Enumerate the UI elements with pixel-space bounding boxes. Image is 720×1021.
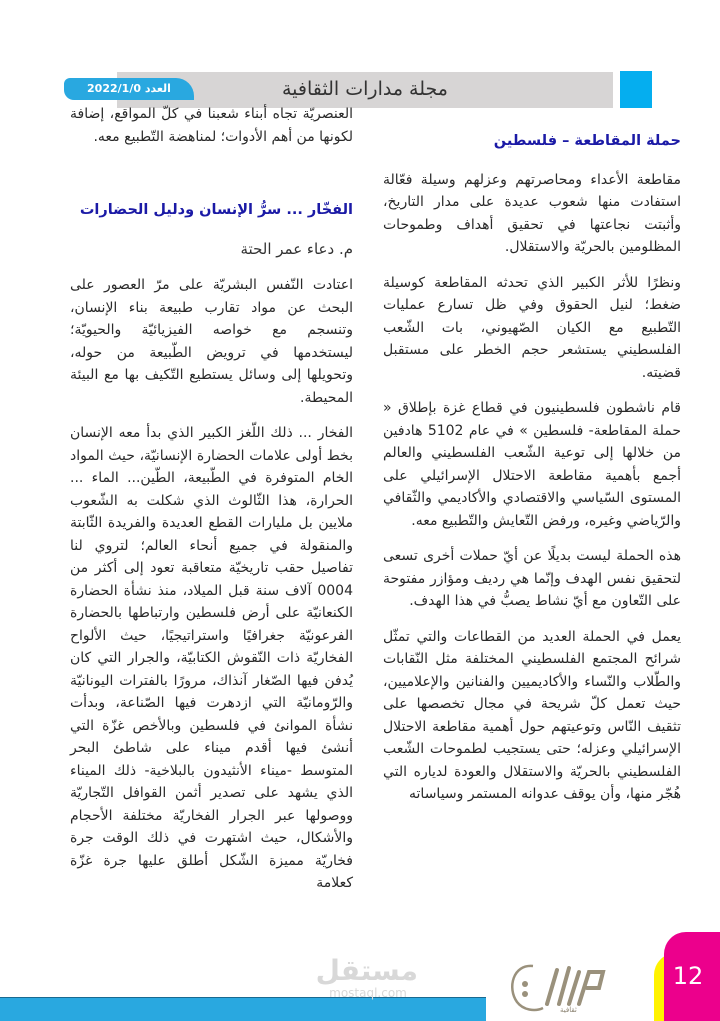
paragraph: يعمل في الحملة العديد من القطاعات والتي تمثّل شرائح المجتمع الفلسطيني المختلفة مثل النّقابات والطّلاب والنّساء والأكاديميين والفنانين والإعلاميين، حيث تعمل كلّ شريحة في مجال تخصصها على تثقيف النّاس وتوعيتهم حول أهمية مقاطعة الاحتلال الإسرائيلي وعزله؛ حتى يستجيب لطموحات الشّعب الفلسطيني بالحريّة والاستقلال والعودة لدياره التي هُجّر منها، وأن يوقف عدوانه المستمر وسياساته xyxy=(383,628,681,802)
watermark-arabic: مستقل xyxy=(315,954,418,987)
footer-blue-bar xyxy=(0,997,486,1021)
header-accent-square xyxy=(620,71,652,108)
left-column xyxy=(70,103,353,908)
paragraph: ونظرًا للأثر الكبير الذي تحدثه المقاطعة كوسيلة ضغط؛ لنيل الحقوق وفي ظل تسارع عمليات التّطبيع مع الكيان الصّهيوني، بات الشّعب الفلسطيني يستشعر حجم الخطر على مستقبل قضيته. xyxy=(383,274,681,381)
article-heading-pottery: الفخّار ... سرُّ الإنسان ودليل الحضارات xyxy=(79,202,353,218)
watermark xyxy=(315,954,418,1000)
author-name: م. دعاء عمر الحتة xyxy=(240,239,353,258)
article-boycott xyxy=(383,130,681,819)
paragraph: اعتادت النّفس البشريّة على مرّ العصور على البحث عن مواد تقارب طبيعة بناء الإنسان، وتنسجم مع خواصه الفيزيائيّة والحيويّة؛ ليستخدمها في ترويض الطّبيعة من حوله، وتحويلها إلى وسائل يستطيع التّكيف بها مع البيئة المحيطة. xyxy=(70,277,353,406)
paragraph: هذه الحملة ليست بديلًا عن أيّ حملات أخرى تسعى لتحقيق نفس الهدف وإنّما هي رديف ومؤازر مفتوحة على التّعاون مع أيّ نشاط يصبُّ في هذا الهدف. xyxy=(383,548,681,609)
paragraph-continuation: العنصريّة تجاه أبناء شعبنا في كلّ المواقع، إضافة لكونها من أهم الأدوات؛ لمناهضة التّطبيع معه. xyxy=(70,106,353,145)
magazine-title: مجلة مدارات الثقافية xyxy=(282,78,448,100)
paragraph: مقاطعة الأعداء ومحاصرتهم وعزلهم وسيلة فعّالة استفادت منها شعوب عديدة على مدار التاريخ، وأثبتت نجاعتها في تحقيق أهداف وطموحات المظلومين بالحريّة والاستقلال. xyxy=(383,171,681,255)
paragraph: الفخار ... ذلك اللّغز الكبير الذي بدأ معه الإنسان بخط أولى علامات الحضارة الإنسانيّة، حيث المواد الخام المتوفرة في الطّبيعة، الطّين... الماء ... الحرارة، هذا الثّالوث الذي شكلت به الشّعوب ملايين بل مليارات القطع العديدة والفريدة الثّابتة والمنقولة في جميع أنحاء العالم؛ لتروي لنا تفاصيل حقب تاريخيّة متعاقبة تعود إلى أكثر من 0004 آلاف سنة قبل الميلاد، منذ نشأة الحضارة الكنعانيّة على أرض فلسطين وارتباطها بالحضارة الفرعونيّة جغرافيًا واستراتيجيًا، حيث الألواح الفخاريّة ذات النّقوش الكتابيّة، والجرار التي كان يُدفن فيها الصّغار آنذاك، مرورًا بالفترات اليونانيّة والرّومانيّة التي ازدهرت فيها الصّناعة، وبدأت نشأة الموانئ في فلسطين وبالأخص غزّة التي أنشئ فيها أقدم ميناء على شاطئ البحر المتوسط -ميناء الأنثيدون بالبلاخية- ذلك الميناء الذي يشهد على تصدير أثمن القوافل التّجاريّة ووصولها عبر الجرار الفخاريّة مختلفة الأحجام والأشكال، حيث اشتهرت في ذلك الوقت جرة فخاريّة مميزة الشّكل أطلق عليها جرة غزّة كعلامة xyxy=(70,425,353,891)
page-number: 12 xyxy=(672,962,704,990)
madarat-logo-icon xyxy=(503,958,613,1018)
watermark-english: mostaql.com xyxy=(329,986,407,1000)
paragraph: قام ناشطون فلسطينيون في قطاع غزة بإطلاق « حملة المقاطعة- فلسطين » في عام 5102 هادفين من خلالها إلى توعية الشّعب الفلسطيني والعالم أجمع بأهمية مقاطعة الاحتلال الإسرائيلي على المستوى السّياسي والاقتصادي والأكاديمي والثّقافي والرّياضي وغيره، ورفض التّعايش والتّطبيع معه. xyxy=(383,400,681,529)
article-heading-boycott: حملة المقاطعة – فلسطين xyxy=(493,133,681,149)
logo-subtitle: ثقافية xyxy=(560,1006,577,1014)
issue-badge: العدد 2022/1/0 xyxy=(64,78,194,100)
